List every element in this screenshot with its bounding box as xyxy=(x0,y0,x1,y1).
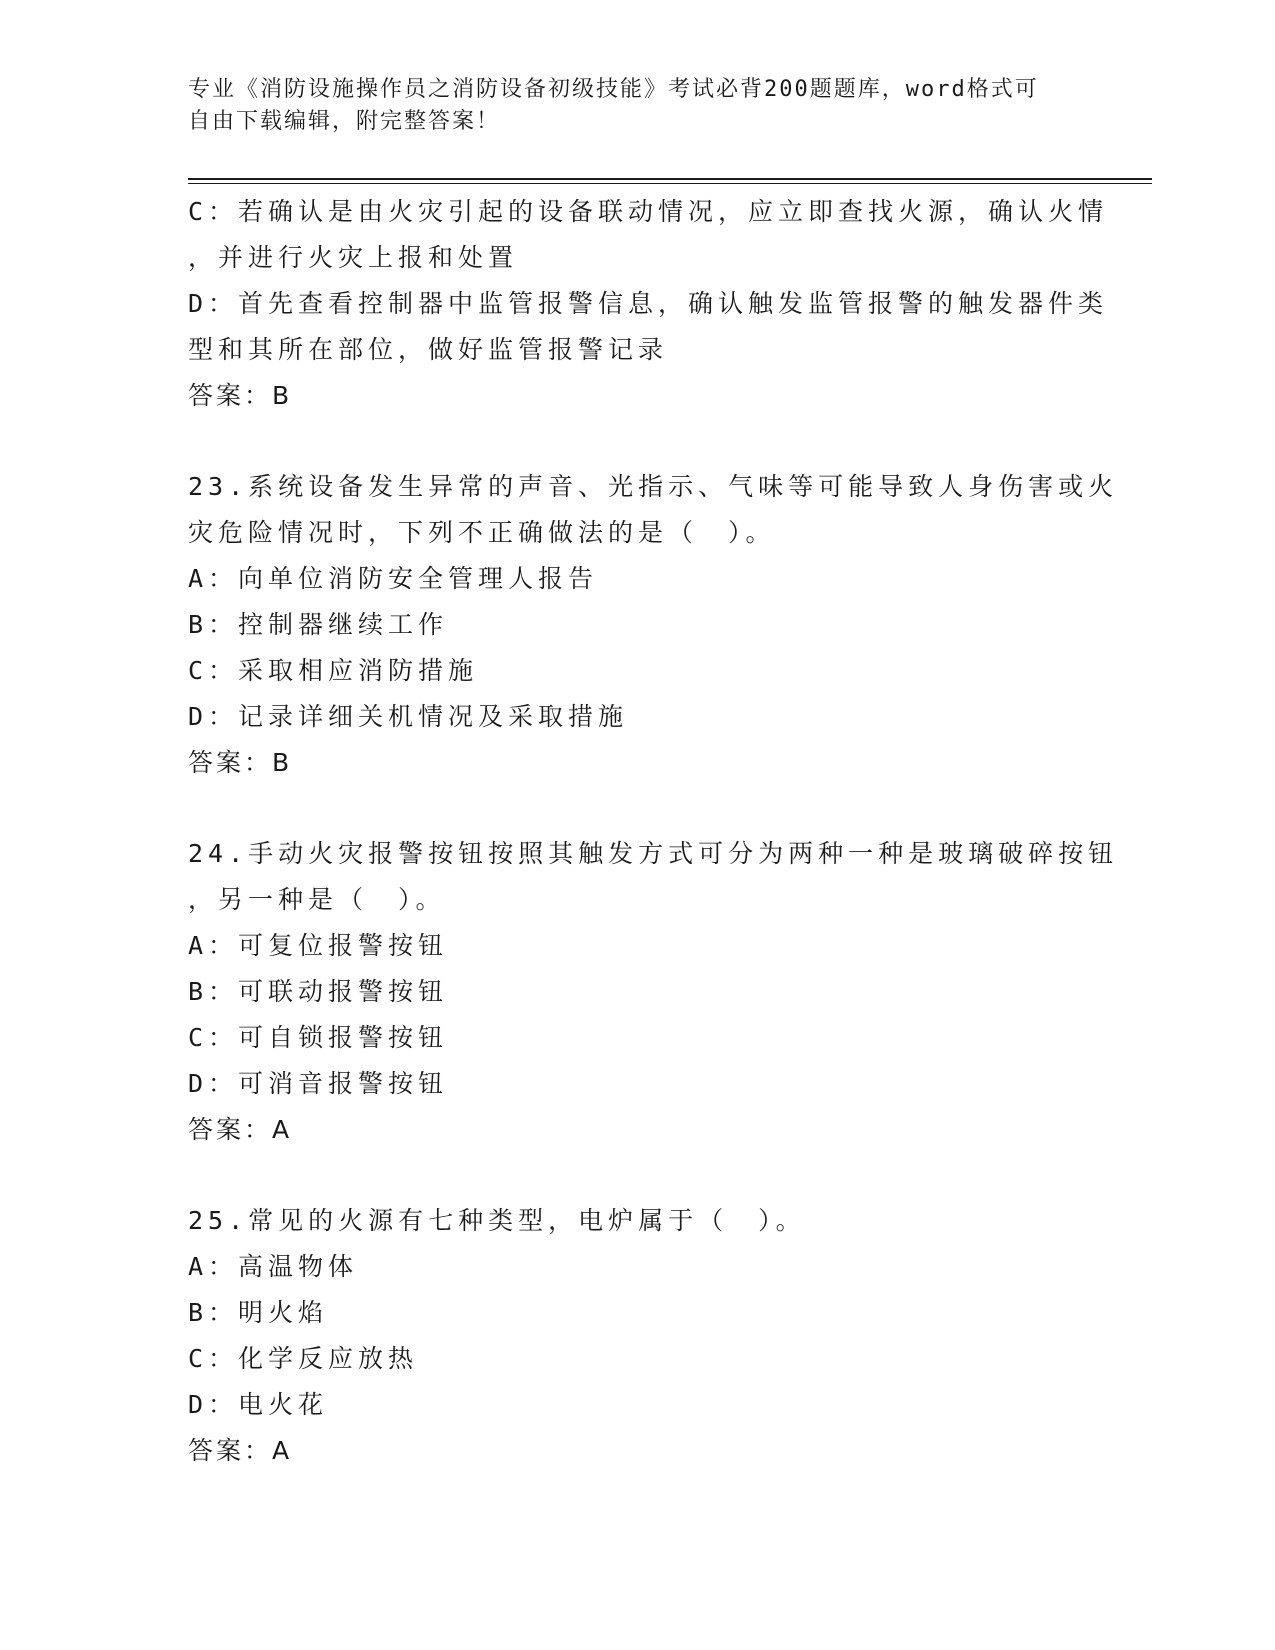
option-b: B：控制器继续工作 xyxy=(188,610,449,639)
answer-line: 答案：A xyxy=(188,1436,293,1465)
option-b: B：明火焰 xyxy=(188,1298,329,1327)
option-b: B：可联动报警按钮 xyxy=(188,977,449,1006)
option-d: D：可消音报警按钮 xyxy=(188,1069,449,1098)
option-c-line-2: ，并进行火灾上报和处置 xyxy=(188,243,519,272)
spacer xyxy=(188,1153,1088,1198)
question-stem-line-1: 24.手动火灾报警按钮按照其触发方式可分为两种一种是玻璃破碎按钮 xyxy=(188,839,1119,868)
header-rule-thin xyxy=(188,183,1152,184)
option-a: A：可复位报警按钮 xyxy=(188,931,449,960)
spacer xyxy=(188,419,1088,464)
option-d-line-2: 型和其所在部位，做好监管报警记录 xyxy=(188,335,669,364)
question-stem-line-2: 灾危险情况时，下列不正确做法的是（ ）。 xyxy=(188,518,776,547)
question-25 xyxy=(188,1198,1088,1474)
answer-line: 答案：B xyxy=(188,748,293,777)
option-d-line-1: D：首先查看控制器中监管报警信息，确认触发监管报警的触发器件类 xyxy=(188,289,1109,318)
answer-line: 答案：A xyxy=(188,1115,293,1144)
question-stem-line-1: 25.常见的火源有七种类型，电炉属于（ ）。 xyxy=(188,1206,806,1235)
spacer xyxy=(188,786,1088,831)
question-23 xyxy=(188,464,1119,786)
option-a: A：高温物体 xyxy=(188,1252,359,1281)
question-24 xyxy=(188,831,1119,1153)
option-a: A：向单位消防安全管理人报告 xyxy=(188,564,599,593)
question-stem-line-2: ，另一种是（ ）。 xyxy=(188,885,446,914)
header-line-1: 专业《消防设施操作员之消防设备初级技能》考试必背200题题库，word格式可 xyxy=(188,77,1039,102)
header-rule-thick xyxy=(188,178,1152,180)
option-c: C：可自锁报警按钮 xyxy=(188,1023,449,1052)
document-header xyxy=(188,74,1088,138)
question-stem-line-1: 23.系统设备发生异常的声音、光指示、气味等可能导致人身伤害或火 xyxy=(188,472,1119,501)
question-list xyxy=(188,189,1119,1474)
question-22-continued xyxy=(188,189,1109,419)
option-c-line-1: C：若确认是由火灾引起的设备联动情况，应立即查找火源，确认火情 xyxy=(188,197,1109,226)
option-d: D：记录详细关机情况及采取措施 xyxy=(188,702,629,731)
option-c: C：采取相应消防措施 xyxy=(188,656,479,685)
answer-line: 答案：B xyxy=(188,381,293,410)
option-d: D：电火花 xyxy=(188,1390,329,1419)
header-line-2: 自由下载编辑，附完整答案！ xyxy=(188,109,501,134)
option-c: C：化学反应放热 xyxy=(188,1344,419,1373)
